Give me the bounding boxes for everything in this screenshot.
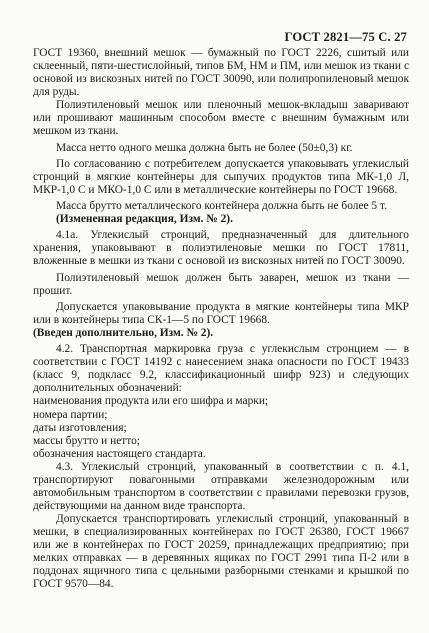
paragraph-liner-sealing: Полиэтиленовый мешок или пленочный мешок-вкладыш заваривают или прошивают машинным способом вместе с внешним бумажным или мешком из ткани. (33, 99, 409, 138)
paragraph-container-packing: Допускается упаковывание продукта в мягкие контейнеры типа МКР или в контейнеры типа СК-1—5 по ГОСТ 19668. (33, 300, 409, 327)
paragraph-4-2-marking: 4.2. Транспортная маркировка груза с углекислым стронцием — в соответствии с ГОСТ 14192 с нанесением знака опасности по ГОСТ 19433 (класс 9, подкласс 9.2, классификационный шифр 923) и следующих дополнительных обозначений: (33, 343, 409, 395)
amendment-note-1: (Измененная редакция, Изм. № 2). (56, 213, 233, 226)
paragraph-4-1a: 4.1а. Углекислый стронций, предназначенный для длительного хранения, упаковывают в полиэтиленовые мешки по ГОСТ 17811, вложенные в мешки из ткани с основой из вискозных нитей по ГОСТ 30090. (33, 229, 409, 268)
paragraph-4-3-transport: 4.3. Углекислый стронций, упакованный в соответствии с п. 4.1, транспортируют повагонными отправками железнодорожным или автомобильным транспортом в соответствии с правилами перевозки грузов, действующими на данном виде транспорта. (33, 460, 409, 512)
list-item: номера партии; (33, 408, 108, 421)
list-item: наименования продукта или его шифра и марки; (33, 395, 269, 408)
paragraph-transport-alternatives: Допускается транспортировать углекислый стронций, упакованный в мешки, в специализированных контейнерах по ГОСТ 26380, ГОСТ 19667 или же в контейнерах по ГОСТ 20259, принадлежащих предприятию; при мелких отправках — в деревянных ящиках по ГОСТ 2991 типа П-2 или в поддонах ящичного типа с цельными разборными стенками и крышкой по ГОСТ 9570—84. (33, 512, 409, 591)
amendment-note-2: (Введен дополнительно, Изм. № 2). (33, 327, 214, 340)
paragraph-gross-mass: Масса брутто металлического контейнера должна быть не более 5 т. (56, 200, 387, 213)
running-header: ГОСТ 2821—75 С. 27 (284, 30, 407, 44)
list-item: даты изготовления; (33, 421, 127, 434)
paragraph-bag-sealing: Полиэтиленовый мешок должен быть заварен, мешок из ткани — прошит. (33, 271, 409, 297)
body-text (33, 47, 409, 591)
paragraph-net-mass: Масса нетто одного мешка должна быть не более (50±0,3) кг. (56, 141, 353, 154)
list-item: массы брутто и нетто; (33, 434, 140, 447)
marking-list (33, 395, 409, 460)
list-item: обозначения настоящего стандарта. (33, 447, 206, 460)
paragraph-soft-containers: По согласованию с потребителем допускается упаковывать углекислый стронций в мягкие контейнеры для сыпучих продуктов типа МК-1,0 Л, МКР-1,0 С и МКО-1,0 С или в металлические контейнеры по ГОСТ 19668. (33, 157, 409, 196)
paragraph-continuation: ГОСТ 19360, внешний мешок — бумажный по ГОСТ 2226, сшитый или склеенный, пяти-шестислойный, типов БМ, НМ и ПМ, или мешок из ткани с основой из вискозных нитей по ГОСТ 30090, или полипропиленовый мешок для руды. (33, 47, 409, 99)
